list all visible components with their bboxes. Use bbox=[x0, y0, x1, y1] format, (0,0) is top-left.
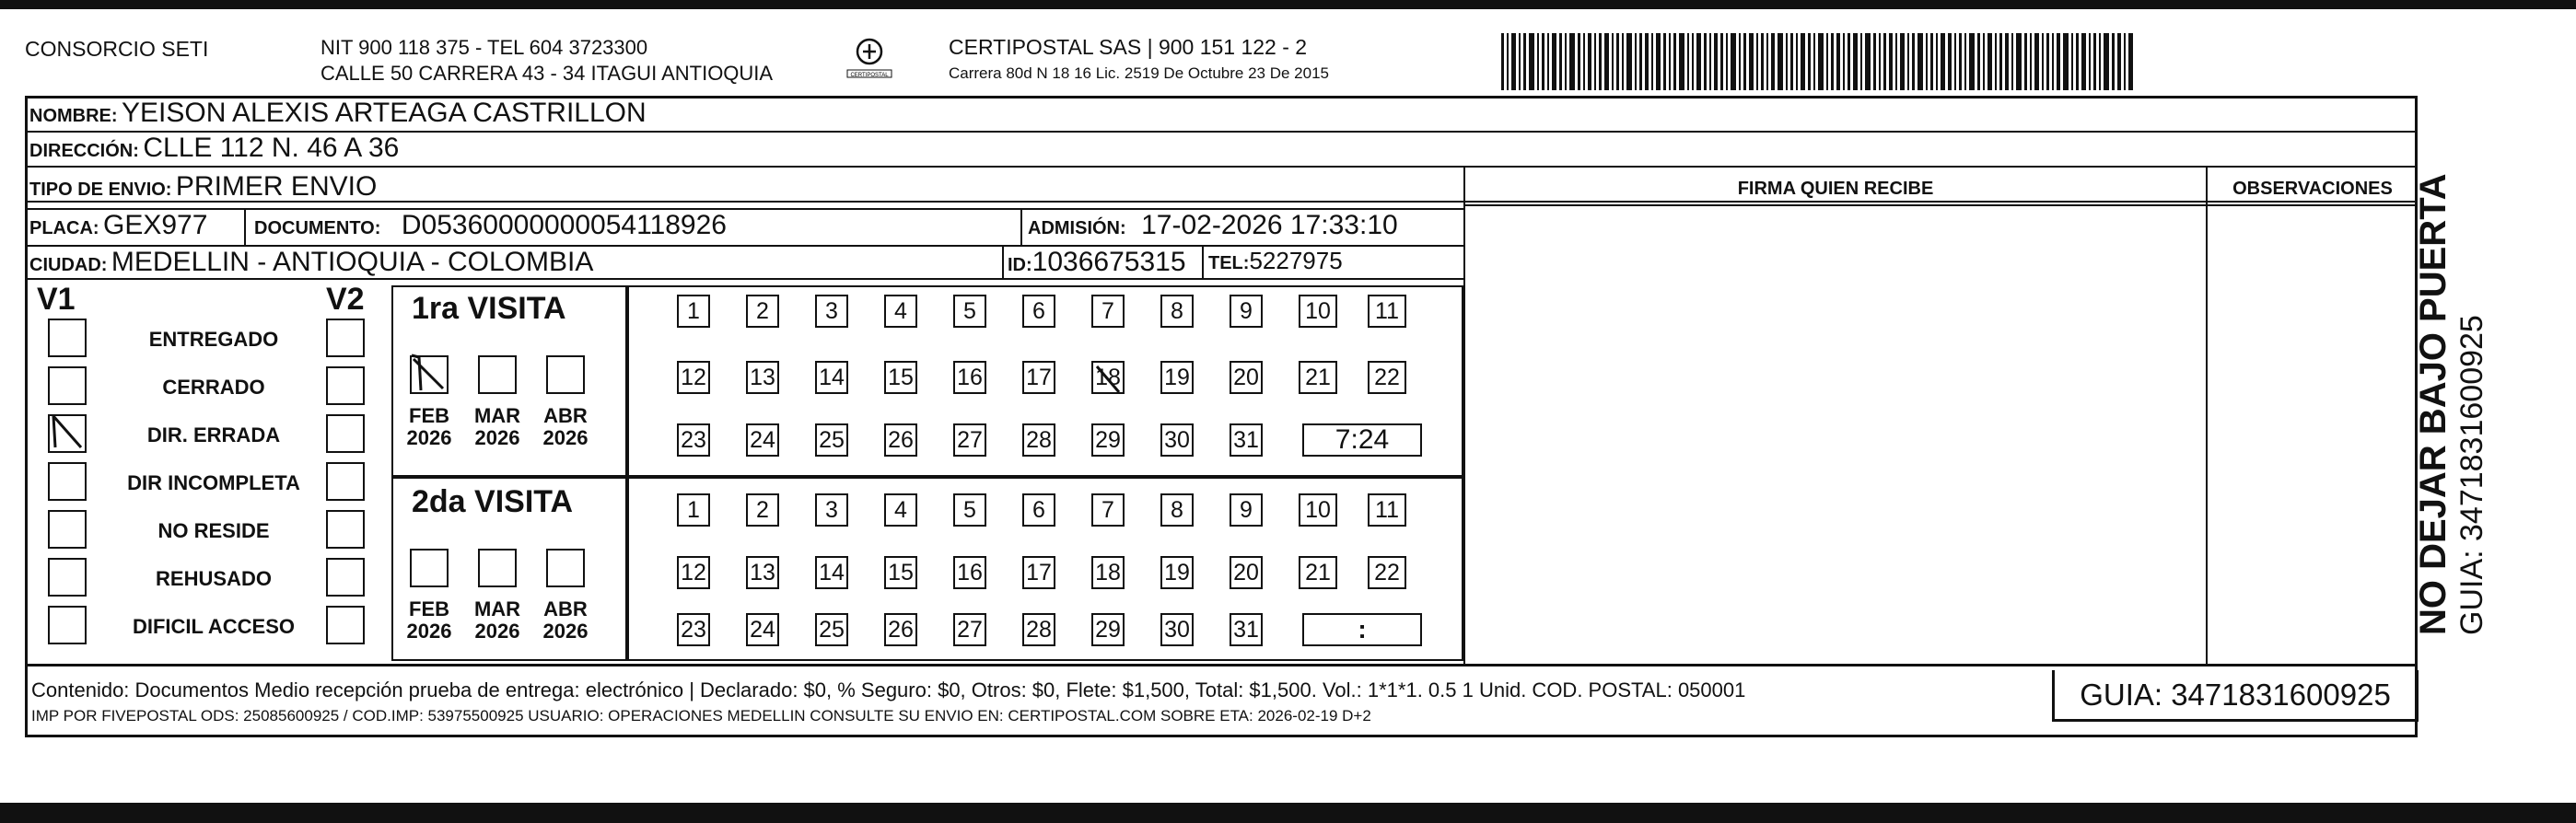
barcode-bar bbox=[1771, 33, 1775, 90]
company-name: CONSORCIO SETI bbox=[25, 37, 209, 61]
barcode-bar bbox=[1651, 33, 1653, 90]
barcode-bar bbox=[2030, 33, 2032, 90]
month-label bbox=[400, 405, 459, 449]
cell-divider bbox=[1202, 245, 1204, 278]
barcode-bar bbox=[1604, 33, 1609, 90]
status-label: NO RESIDE bbox=[157, 519, 270, 542]
barcode-bar bbox=[1669, 33, 1671, 90]
barcode-bar bbox=[1860, 33, 1862, 90]
barcode-bar bbox=[2052, 33, 2054, 90]
second-visit-day-27[interactable]: 27 bbox=[953, 613, 986, 646]
first-visit-day-19[interactable]: 19 bbox=[1160, 361, 1194, 394]
barcode-bar bbox=[1889, 33, 1893, 90]
second-visit-day-3[interactable]: 3 bbox=[815, 493, 848, 527]
barcode-bar bbox=[2063, 33, 2069, 90]
barcode-bar bbox=[1599, 33, 1602, 90]
barcode-bar bbox=[1547, 33, 1549, 90]
barcode-bar bbox=[1801, 33, 1805, 90]
first-visit-day-18[interactable]: 18 bbox=[1091, 361, 1125, 394]
first-visit-day-27[interactable]: 27 bbox=[953, 423, 986, 457]
first-visit-day-16[interactable]: 16 bbox=[953, 361, 986, 394]
nit-line: NIT 900 118 375 - TEL 604 3723300 bbox=[321, 36, 648, 59]
first-visit-day-20[interactable]: 20 bbox=[1230, 361, 1263, 394]
barcode-bar bbox=[1987, 33, 1992, 90]
barcode-bar bbox=[2089, 33, 2091, 90]
second-visit-day-20[interactable]: 20 bbox=[1230, 556, 1263, 589]
second-visit-day-15[interactable]: 15 bbox=[884, 556, 917, 589]
month-name: FEB bbox=[409, 597, 449, 620]
barcode-bar bbox=[1912, 33, 1915, 90]
id-cell bbox=[1008, 247, 1186, 278]
barcode-bar bbox=[1999, 33, 2002, 90]
second-visit-day-18[interactable]: 18 bbox=[1091, 556, 1125, 589]
guia-number-box: GUIA: 3471831600925 bbox=[2052, 670, 2419, 722]
license-line: Carrera 80d N 18 16 Lic. 2519 De Octubre 23 De 2015 bbox=[949, 64, 1329, 82]
barcode-bar bbox=[1645, 33, 1649, 90]
v2-checkbox[interactable] bbox=[326, 510, 365, 549]
barcode-bar bbox=[1565, 33, 1567, 90]
month-label bbox=[536, 405, 595, 449]
barcode-bar bbox=[1749, 33, 1754, 90]
status-label: ENTREGADO bbox=[148, 328, 279, 351]
first-visit-day-11[interactable]: 11 bbox=[1368, 295, 1406, 328]
status-label: DIFICIL ACCESO bbox=[132, 615, 295, 638]
barcode-bar bbox=[1836, 33, 1840, 90]
barcode-bar bbox=[1501, 33, 1504, 90]
second-visit-day-4[interactable]: 4 bbox=[884, 493, 917, 527]
barcode-bar bbox=[1537, 33, 1539, 90]
no-dejar-bajo-puerta: NO DEJAR BAJO PUERTA bbox=[2413, 173, 2454, 635]
barcode-bar bbox=[1639, 33, 1642, 90]
barcode-bar bbox=[1808, 33, 1811, 90]
admision-value: 17-02-2026 17:33:10 bbox=[1141, 210, 1398, 240]
second-visit-month-checkbox[interactable] bbox=[478, 549, 517, 587]
v2-checkbox[interactable] bbox=[326, 366, 365, 405]
first-visit-day-2[interactable]: 2 bbox=[746, 295, 779, 328]
barcode-bar bbox=[1907, 33, 1909, 90]
month-name: ABR bbox=[543, 597, 588, 620]
v1-checkbox[interactable] bbox=[48, 558, 87, 597]
month-name: MAR bbox=[473, 404, 521, 427]
barcode-bar bbox=[1523, 33, 1526, 90]
barcode-bar bbox=[1622, 33, 1624, 90]
v1-checkbox[interactable] bbox=[48, 606, 87, 644]
ciudad-value: MEDELLIN - ANTIOQUIA - COLOMBIA bbox=[111, 247, 594, 277]
column-header-divider bbox=[1463, 204, 2418, 206]
barcode-bar bbox=[1743, 33, 1746, 90]
v1-checkbox[interactable] bbox=[48, 414, 87, 453]
barcode-bar bbox=[1616, 33, 1619, 90]
top-border bbox=[0, 0, 2576, 9]
second-visit-day-17[interactable]: 17 bbox=[1022, 556, 1055, 589]
firma-title: FIRMA QUIEN RECIBE bbox=[1737, 179, 1934, 199]
barcode-bar bbox=[1983, 33, 1985, 90]
first-visit-day-26[interactable]: 26 bbox=[884, 423, 917, 457]
barcode-bar bbox=[1954, 33, 1956, 90]
first-visit-day-23[interactable]: 23 bbox=[677, 423, 710, 457]
placa-label: PLACA: bbox=[29, 218, 99, 238]
status-label: DIR INCOMPLETA bbox=[127, 471, 300, 494]
barcode-bar bbox=[2081, 33, 2086, 90]
barcode-bar bbox=[1853, 33, 1858, 90]
cell-divider bbox=[1002, 245, 1004, 278]
tipo-row bbox=[29, 171, 377, 203]
tipo-label: TIPO DE ENVIO: bbox=[29, 180, 172, 200]
bottom-border bbox=[0, 803, 2576, 823]
barcode-bar bbox=[1696, 33, 1701, 90]
first-visit-time-box[interactable]: 7:24 bbox=[1302, 423, 1422, 457]
barcode-bar bbox=[1507, 33, 1509, 90]
v2-checkbox[interactable] bbox=[326, 319, 365, 357]
first-visit-day-3[interactable]: 3 bbox=[815, 295, 848, 328]
certipostal-logo bbox=[845, 33, 893, 87]
row-divider bbox=[25, 278, 1463, 280]
barcode-bar bbox=[1948, 33, 1952, 90]
first-visit-day-7[interactable]: 7 bbox=[1091, 295, 1125, 328]
barcode-bar bbox=[1552, 33, 1556, 90]
barcode-bar bbox=[2016, 33, 2022, 90]
second-visit-title: 2da VISITA bbox=[412, 484, 574, 519]
id-value: 1036675315 bbox=[1032, 247, 1186, 277]
month-label bbox=[468, 598, 527, 643]
barcode-bar bbox=[1578, 33, 1580, 90]
barcode-bar bbox=[1964, 33, 1966, 90]
barcode-bar bbox=[1778, 33, 1783, 90]
first-visit-month-checkbox[interactable] bbox=[410, 355, 449, 394]
barcode-bar bbox=[1714, 33, 1718, 90]
barcode bbox=[1501, 33, 2210, 90]
tipo-value: PRIMER ENVIO bbox=[175, 171, 378, 202]
barcode-bar bbox=[1995, 33, 1997, 90]
first-visit-month-checkbox[interactable] bbox=[546, 355, 585, 394]
first-visit-day-4[interactable]: 4 bbox=[884, 295, 917, 328]
v1-checkbox[interactable] bbox=[48, 462, 87, 501]
documento-cell bbox=[254, 210, 727, 241]
barcode-bar bbox=[1883, 33, 1886, 90]
placa-value: GEX977 bbox=[103, 210, 208, 240]
barcode-bar bbox=[2071, 33, 2073, 90]
svg-text:CERTIPOSTAL: CERTIPOSTAL bbox=[850, 73, 889, 78]
second-visit-day-31[interactable]: 31 bbox=[1230, 613, 1263, 646]
v1-header: V1 bbox=[37, 282, 76, 317]
row-divider bbox=[25, 201, 2418, 203]
first-visit-title: 1ra VISITA bbox=[412, 291, 566, 326]
barcode-bar bbox=[1790, 33, 1793, 90]
barcode-bar bbox=[1559, 33, 1562, 90]
barcode-bar bbox=[1519, 33, 1521, 90]
first-visit-day-15[interactable]: 15 bbox=[884, 361, 917, 394]
first-visit-day-10[interactable]: 10 bbox=[1299, 295, 1337, 328]
second-visit-day-30[interactable]: 30 bbox=[1160, 613, 1194, 646]
barcode-bar bbox=[1926, 33, 1928, 90]
barcode-bar bbox=[2104, 33, 2109, 90]
month-year: 2026 bbox=[406, 620, 452, 643]
print-line: IMP POR FIVEPOSTAL ODS: 25085600925 / COD.IMP: 53975500925 USUARIO: OPERACIONES MEDELLIN CONSULTE SU ENVIO EN: CERTIPOSTAL.COM SOBRE ETA: 2026-02-19 D+2 bbox=[31, 707, 1371, 724]
first-visit-day-14[interactable]: 14 bbox=[815, 361, 848, 394]
v2-header: V2 bbox=[326, 282, 365, 317]
first-visit-day-30[interactable]: 30 bbox=[1160, 423, 1194, 457]
v2-checkbox[interactable] bbox=[326, 606, 365, 644]
month-year: 2026 bbox=[542, 426, 589, 449]
nombre-label: NOMBRE: bbox=[29, 106, 118, 126]
admision-cell bbox=[1028, 210, 1398, 241]
barcode-bar bbox=[1766, 33, 1768, 90]
status-label: REHUSADO bbox=[156, 567, 272, 590]
second-visit-day-1[interactable]: 1 bbox=[677, 493, 710, 527]
barcode-bar bbox=[1720, 33, 1723, 90]
barcode-bar bbox=[1895, 33, 1897, 90]
column-divider-observaciones bbox=[2206, 166, 2208, 665]
second-visit-day-7[interactable]: 7 bbox=[1091, 493, 1125, 527]
second-visit-day-25[interactable]: 25 bbox=[815, 613, 848, 646]
first-visit-day-8[interactable]: 8 bbox=[1160, 295, 1194, 328]
first-visit-day-9[interactable]: 9 bbox=[1230, 295, 1263, 328]
first-visit-day-28[interactable]: 28 bbox=[1022, 423, 1055, 457]
tel-value: 5227975 bbox=[1249, 247, 1343, 274]
status-label: DIR. ERRADA bbox=[146, 423, 281, 446]
second-visit-day-8[interactable]: 8 bbox=[1160, 493, 1194, 527]
barcode-bar bbox=[1969, 33, 1975, 90]
barcode-bar bbox=[1826, 33, 1828, 90]
month-year: 2026 bbox=[474, 426, 520, 449]
second-visit-day-12[interactable]: 12 bbox=[677, 556, 710, 589]
ciudad-cell bbox=[29, 247, 593, 278]
first-visit-day-24[interactable]: 24 bbox=[746, 423, 779, 457]
month-label bbox=[468, 405, 527, 449]
barcode-bar bbox=[1656, 33, 1661, 90]
first-visit-day-22[interactable]: 22 bbox=[1368, 361, 1406, 394]
first-visit-day-31[interactable]: 31 bbox=[1230, 423, 1263, 457]
barcode-bar bbox=[2046, 33, 2049, 90]
first-visit-month-checkbox[interactable] bbox=[478, 355, 517, 394]
barcode-bar bbox=[2112, 33, 2115, 90]
row-divider bbox=[25, 665, 2418, 667]
barcode-bar bbox=[1583, 33, 1585, 90]
v1-checkbox[interactable] bbox=[48, 366, 87, 405]
second-visit-day-23[interactable]: 23 bbox=[677, 613, 710, 646]
barcode-bar bbox=[1679, 33, 1684, 90]
barcode-bar bbox=[1588, 33, 1591, 90]
second-visit-time-box[interactable]: : bbox=[1302, 613, 1422, 646]
month-year: 2026 bbox=[474, 620, 520, 643]
documento-label: DOCUMENTO: bbox=[254, 218, 381, 238]
month-name: ABR bbox=[543, 404, 588, 427]
tel-cell bbox=[1208, 247, 1343, 275]
barcode-bar bbox=[1709, 33, 1711, 90]
cell-divider bbox=[1020, 208, 1022, 245]
second-visit-day-5[interactable]: 5 bbox=[953, 493, 986, 527]
first-visit-day-1[interactable]: 1 bbox=[677, 295, 710, 328]
barcode-bar bbox=[1704, 33, 1707, 90]
v1-checkbox[interactable] bbox=[48, 510, 87, 549]
barcode-bar bbox=[2093, 33, 2096, 90]
second-visit-day-10[interactable]: 10 bbox=[1299, 493, 1337, 527]
second-visit-day-13[interactable]: 13 bbox=[746, 556, 779, 589]
barcode-bar bbox=[1756, 33, 1758, 90]
v2-checkbox[interactable] bbox=[326, 462, 365, 501]
barcode-bar bbox=[1511, 33, 1516, 90]
barcode-bar bbox=[2099, 33, 2101, 90]
barcode-bar bbox=[2057, 33, 2060, 90]
barcode-bar bbox=[1635, 33, 1637, 90]
direccion-label: DIRECCIÓN: bbox=[29, 141, 139, 161]
barcode-bar bbox=[1687, 33, 1689, 90]
barcode-bar bbox=[2011, 33, 2013, 90]
barcode-bar bbox=[1692, 33, 1694, 90]
barcode-bar bbox=[1936, 33, 1938, 90]
barcode-bar bbox=[1663, 33, 1666, 90]
second-visit-day-29[interactable]: 29 bbox=[1091, 613, 1125, 646]
status-label: CERRADO bbox=[162, 376, 265, 399]
side-guia: GUIA: 3471831600925 bbox=[2454, 315, 2489, 635]
barcode-bar bbox=[1930, 33, 1933, 90]
barcode-bar bbox=[1739, 33, 1741, 90]
day-check-mark bbox=[1091, 361, 1128, 398]
barcode-bar bbox=[1569, 33, 1575, 90]
barcode-bar bbox=[1917, 33, 1923, 90]
barcode-bar bbox=[1818, 33, 1824, 90]
second-visit-day-21[interactable]: 21 bbox=[1299, 556, 1337, 589]
barcode-bar bbox=[1726, 33, 1728, 90]
barcode-bar bbox=[1594, 33, 1596, 90]
barcode-bar bbox=[1542, 33, 1544, 90]
month-year: 2026 bbox=[542, 620, 589, 643]
direccion-value: CLLE 112 N. 46 A 36 bbox=[143, 133, 400, 163]
month-name: MAR bbox=[473, 597, 521, 620]
observaciones-title: OBSERVACIONES bbox=[2232, 179, 2393, 199]
barcode-bar bbox=[2117, 33, 2121, 90]
first-visit-day-12[interactable]: 12 bbox=[677, 361, 710, 394]
admision-label: ADMISIÓN: bbox=[1028, 218, 1126, 238]
second-visit-month-checkbox[interactable] bbox=[546, 549, 585, 587]
barcode-bar bbox=[2042, 33, 2044, 90]
barcode-bar bbox=[1959, 33, 1962, 90]
month-label bbox=[400, 598, 459, 643]
second-visit-day-26[interactable]: 26 bbox=[884, 613, 917, 646]
second-visit-day-16[interactable]: 16 bbox=[953, 556, 986, 589]
month-label bbox=[536, 598, 595, 643]
first-visit-day-13[interactable]: 13 bbox=[746, 361, 779, 394]
barcode-bar bbox=[1900, 33, 1905, 90]
nombre-row bbox=[29, 98, 647, 129]
barcode-bar bbox=[2024, 33, 2027, 90]
barcode-bar bbox=[1831, 33, 1834, 90]
barcode-bar bbox=[1941, 33, 1945, 90]
barcode-bar bbox=[1673, 33, 1676, 90]
barcode-bar bbox=[2124, 33, 2126, 90]
first-visit-day-6[interactable]: 6 bbox=[1022, 295, 1055, 328]
cell-divider bbox=[244, 208, 246, 245]
barcode-bar bbox=[1612, 33, 1614, 90]
documento-value: D05360000000054118926 bbox=[401, 210, 727, 240]
nombre-value: YEISON ALEXIS ARTEAGA CASTRILLON bbox=[122, 98, 647, 128]
address-line: CALLE 50 CARRERA 43 - 34 ITAGUI ANTIOQUIA bbox=[321, 62, 774, 85]
barcode-bar bbox=[2128, 33, 2133, 90]
row-divider bbox=[25, 166, 2418, 168]
barcode-bar bbox=[1731, 33, 1736, 90]
side-notice bbox=[2413, 173, 2490, 635]
placa-cell bbox=[29, 210, 207, 241]
barcode-bar bbox=[1813, 33, 1815, 90]
first-visit-day-25[interactable]: 25 bbox=[815, 423, 848, 457]
company-contact bbox=[321, 35, 773, 87]
barcode-bar bbox=[1865, 33, 1871, 90]
first-visit-day-17[interactable]: 17 bbox=[1022, 361, 1055, 394]
second-visit-day-22[interactable]: 22 bbox=[1368, 556, 1406, 589]
barcode-bar bbox=[1626, 33, 1632, 90]
column-divider-firma bbox=[1463, 166, 1465, 665]
barcode-bar bbox=[2076, 33, 2079, 90]
barcode-bar bbox=[1879, 33, 1881, 90]
v2-checkbox[interactable] bbox=[326, 414, 365, 453]
barcode-bar bbox=[1786, 33, 1788, 90]
second-visit-day-6[interactable]: 6 bbox=[1022, 493, 1055, 527]
barcode-bar bbox=[2005, 33, 2009, 90]
month-name: FEB bbox=[409, 404, 449, 427]
second-visit-day-14[interactable]: 14 bbox=[815, 556, 848, 589]
barcode-bar bbox=[1529, 33, 1534, 90]
barcode-bar bbox=[1761, 33, 1764, 90]
first-visit-day-29[interactable]: 29 bbox=[1091, 423, 1125, 457]
second-visit-day-28[interactable]: 28 bbox=[1022, 613, 1055, 646]
barcode-bar bbox=[1847, 33, 1850, 90]
tel-label: TEL: bbox=[1208, 253, 1250, 273]
second-visit-day-24[interactable]: 24 bbox=[746, 613, 779, 646]
second-visit-month-checkbox[interactable] bbox=[410, 549, 449, 587]
barcode-bar bbox=[1977, 33, 1980, 90]
first-visit-day-5[interactable]: 5 bbox=[953, 295, 986, 328]
first-visit-day-21[interactable]: 21 bbox=[1299, 361, 1337, 394]
second-visit-day-2[interactable]: 2 bbox=[746, 493, 779, 527]
barcode-bar bbox=[1873, 33, 1876, 90]
v2-checkbox[interactable] bbox=[326, 558, 365, 597]
barcode-bar bbox=[2034, 33, 2039, 90]
id-label: ID: bbox=[1008, 255, 1032, 275]
direccion-row bbox=[29, 133, 399, 164]
barcode-bar bbox=[1796, 33, 1798, 90]
second-visit-day-19[interactable]: 19 bbox=[1160, 556, 1194, 589]
v1-checkbox[interactable] bbox=[48, 319, 87, 357]
certipostal-line: CERTIPOSTAL SAS | 900 151 122 - 2 bbox=[949, 35, 1308, 59]
second-visit-day-11[interactable]: 11 bbox=[1368, 493, 1406, 527]
ciudad-label: CIUDAD: bbox=[29, 255, 108, 275]
month-year: 2026 bbox=[406, 426, 452, 449]
second-visit-day-9[interactable]: 9 bbox=[1230, 493, 1263, 527]
content-line: Contenido: Documentos Medio recepción prueba de entrega: electrónico | Declarado: $0, % Seguro: $0, Otros: $0, Flete: $1,500, Total: $1,500. Vol.: 1*1*1. 0.5 1 Unid. COD. POSTAL: 050001 bbox=[31, 678, 1746, 701]
barcode-bar bbox=[1843, 33, 1845, 90]
